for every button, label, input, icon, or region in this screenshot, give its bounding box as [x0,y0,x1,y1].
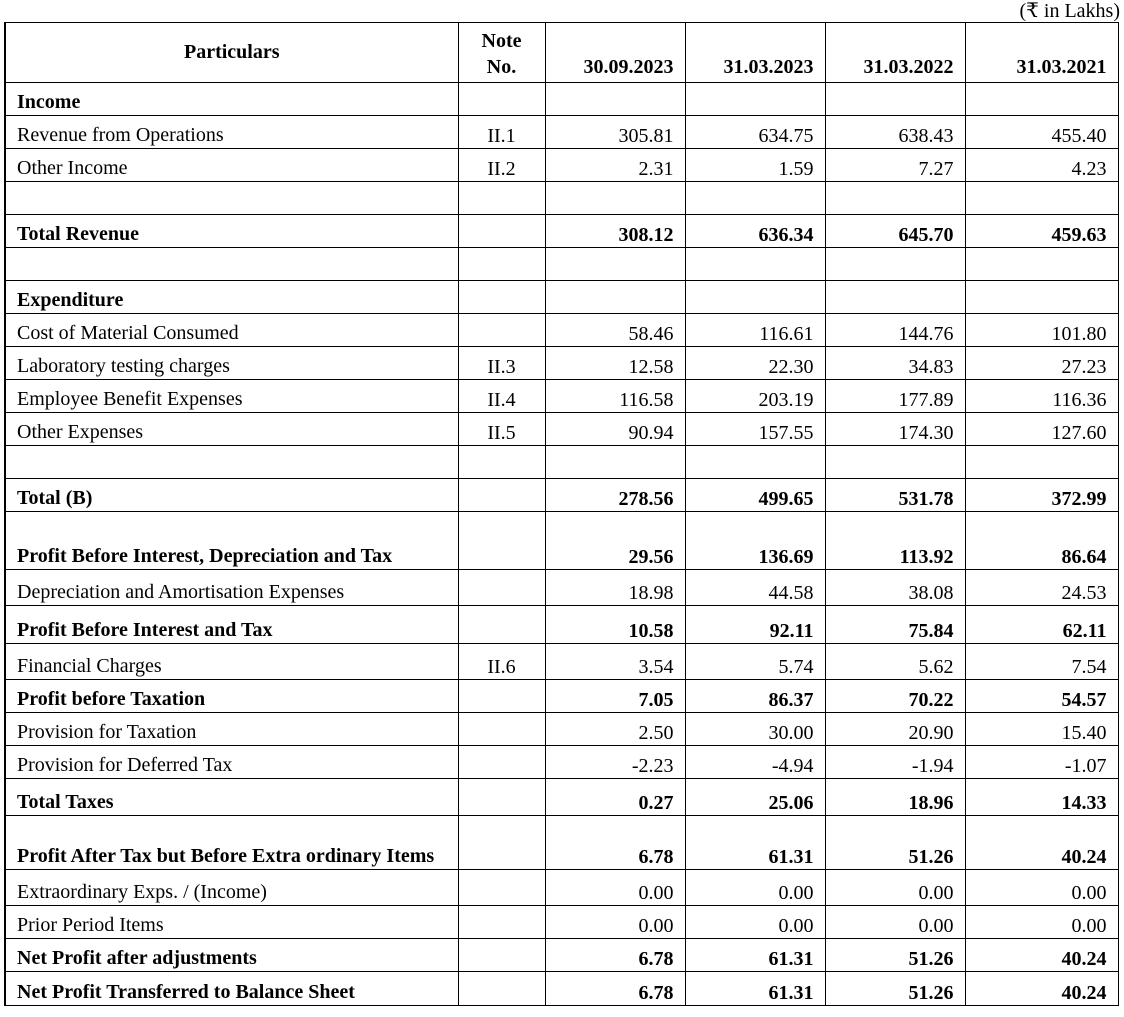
row-note [458,314,545,347]
table-row [5,644,1118,680]
table-row [5,182,1118,215]
row-value-3: 51.26 [825,939,965,972]
row-label: Prior Period Items [5,906,458,939]
table-row [5,972,1118,1006]
row-value-2: 44.58 [685,570,825,606]
row-note: II.1 [458,116,545,149]
row-value-3: 645.70 [825,215,965,248]
table-row [5,83,1118,116]
header-note-no: Note No. [458,23,545,83]
row-note [458,779,545,816]
row-value-1 [545,281,685,314]
row-value-2: 0.00 [685,906,825,939]
row-label: Provision for Taxation [5,713,458,746]
row-label: Income [5,83,458,116]
row-value-1: 3.54 [545,644,685,680]
row-value-3: 7.27 [825,149,965,182]
table-row [5,512,1118,570]
header-particulars: Particulars [5,23,458,83]
row-value-4: 4.23 [965,149,1118,182]
table-row [5,606,1118,644]
table-row [5,446,1118,479]
table-row [5,779,1118,816]
row-value-1: 116.58 [545,380,685,413]
row-value-4: 101.80 [965,314,1118,347]
row-value-2: 5.74 [685,644,825,680]
row-note: II.4 [458,380,545,413]
row-value-4: 27.23 [965,347,1118,380]
row-value-1: 305.81 [545,116,685,149]
table-row [5,149,1118,182]
table-row [5,314,1118,347]
row-value-1: 90.94 [545,413,685,446]
header-period-2: 31.03.2023 [685,23,825,83]
row-value-3: 0.00 [825,870,965,906]
row-note [458,606,545,644]
row-note [458,446,545,479]
row-value-1: 29.56 [545,512,685,570]
row-value-3: 5.62 [825,644,965,680]
row-value-4: 7.54 [965,644,1118,680]
row-label [5,182,458,215]
table-row [5,570,1118,606]
row-value-3: 20.90 [825,713,965,746]
row-label [5,446,458,479]
row-value-3: 51.26 [825,972,965,1006]
row-note [458,479,545,512]
row-value-4: 40.24 [965,816,1118,870]
row-value-2 [685,281,825,314]
table-row [5,413,1118,446]
table-row [5,870,1118,906]
row-note [458,182,545,215]
row-note [458,215,545,248]
row-label: Financial Charges [5,644,458,680]
row-value-2: 61.31 [685,816,825,870]
row-value-4: 40.24 [965,939,1118,972]
row-value-1: 0.27 [545,779,685,816]
table-row [5,479,1118,512]
row-note [458,816,545,870]
row-note [458,906,545,939]
row-label: Expenditure [5,281,458,314]
row-note [458,746,545,779]
row-value-3: 70.22 [825,680,965,713]
row-value-1: 12.58 [545,347,685,380]
table-row [5,939,1118,972]
row-value-4 [965,182,1118,215]
row-value-4 [965,281,1118,314]
row-label: Profit before Taxation [5,680,458,713]
row-value-2: 499.65 [685,479,825,512]
row-value-4: 372.99 [965,479,1118,512]
table-row [5,215,1118,248]
row-note [458,281,545,314]
table-row [5,380,1118,413]
row-value-4: -1.07 [965,746,1118,779]
row-value-3: 75.84 [825,606,965,644]
profit-loss-table [4,22,1119,1006]
row-value-3 [825,248,965,281]
row-note: II.3 [458,347,545,380]
row-value-2: 0.00 [685,870,825,906]
row-value-1 [545,446,685,479]
row-value-3 [825,281,965,314]
row-value-1: 58.46 [545,314,685,347]
row-value-3 [825,182,965,215]
header-period-3: 31.03.2022 [825,23,965,83]
table-row [5,713,1118,746]
row-value-4: 459.63 [965,215,1118,248]
row-value-4: 127.60 [965,413,1118,446]
row-label [5,248,458,281]
row-label: Cost of Material Consumed [5,314,458,347]
row-note [458,972,545,1006]
header-period-1: 30.09.2023 [545,23,685,83]
row-value-4: 24.53 [965,570,1118,606]
row-value-4: 455.40 [965,116,1118,149]
row-value-1 [545,83,685,116]
row-note [458,248,545,281]
row-note [458,713,545,746]
row-value-4: 0.00 [965,906,1118,939]
row-label: Total Taxes [5,779,458,816]
row-note [458,570,545,606]
row-value-4: 40.24 [965,972,1118,1006]
table-row [5,116,1118,149]
row-note [458,870,545,906]
row-note [458,939,545,972]
row-value-2: 61.31 [685,972,825,1006]
row-value-2: 116.61 [685,314,825,347]
row-value-3: 531.78 [825,479,965,512]
table-row [5,746,1118,779]
row-value-4: 86.64 [965,512,1118,570]
row-value-1: 10.58 [545,606,685,644]
row-note: II.2 [458,149,545,182]
row-value-4 [965,83,1118,116]
row-label: Depreciation and Amortisation Expenses [5,570,458,606]
row-value-1: 6.78 [545,972,685,1006]
row-label: Employee Benefit Expenses [5,380,458,413]
row-value-2: 203.19 [685,380,825,413]
row-value-2: 634.75 [685,116,825,149]
row-value-1: 2.50 [545,713,685,746]
row-label: Net Profit Transferred to Balance Sheet [5,972,458,1006]
row-label: Revenue from Operations [5,116,458,149]
row-value-3: 638.43 [825,116,965,149]
row-value-2: 157.55 [685,413,825,446]
row-label: Profit Before Interest and Tax [5,606,458,644]
table-row [5,816,1118,870]
row-label: Net Profit after adjustments [5,939,458,972]
row-value-3: 177.89 [825,380,965,413]
row-value-1: 278.56 [545,479,685,512]
row-note [458,512,545,570]
row-label: Total (B) [5,479,458,512]
row-value-1: 6.78 [545,939,685,972]
row-value-3: 34.83 [825,347,965,380]
row-value-3: -1.94 [825,746,965,779]
row-value-1: 18.98 [545,570,685,606]
table-row [5,281,1118,314]
row-value-3: 38.08 [825,570,965,606]
row-value-2 [685,248,825,281]
unit-note: (₹ in Lakhs) [1019,0,1120,22]
row-note [458,83,545,116]
row-value-2: 61.31 [685,939,825,972]
row-value-2: -4.94 [685,746,825,779]
row-label: Other Income [5,149,458,182]
row-value-3 [825,446,965,479]
row-value-2: 25.06 [685,779,825,816]
row-value-2: 22.30 [685,347,825,380]
table-row [5,248,1118,281]
row-value-4 [965,248,1118,281]
table-row [5,347,1118,380]
row-value-3: 0.00 [825,906,965,939]
row-value-1: 6.78 [545,816,685,870]
row-value-2: 636.34 [685,215,825,248]
row-value-4: 116.36 [965,380,1118,413]
row-value-1: 2.31 [545,149,685,182]
row-label: Other Expenses [5,413,458,446]
row-value-1 [545,248,685,281]
row-label: Total Revenue [5,215,458,248]
row-value-4: 14.33 [965,779,1118,816]
row-label: Profit After Tax but Before Extra ordinary Items [5,816,458,870]
row-value-3: 18.96 [825,779,965,816]
row-value-2: 136.69 [685,512,825,570]
row-value-4: 15.40 [965,713,1118,746]
row-value-2: 30.00 [685,713,825,746]
header-period-4: 31.03.2021 [965,23,1118,83]
row-value-4 [965,446,1118,479]
row-label: Laboratory testing charges [5,347,458,380]
row-value-2 [685,446,825,479]
row-value-3: 174.30 [825,413,965,446]
row-value-1: 7.05 [545,680,685,713]
row-value-3: 51.26 [825,816,965,870]
table-row [5,906,1118,939]
row-value-2: 1.59 [685,149,825,182]
row-value-2: 86.37 [685,680,825,713]
row-value-1: -2.23 [545,746,685,779]
row-value-2 [685,182,825,215]
row-value-4: 54.57 [965,680,1118,713]
row-value-3 [825,83,965,116]
row-note [458,680,545,713]
table-row [5,680,1118,713]
row-value-4: 62.11 [965,606,1118,644]
row-label: Profit Before Interest, Depreciation and Tax [5,512,458,570]
row-note: II.5 [458,413,545,446]
row-label: Provision for Deferred Tax [5,746,458,779]
row-value-3: 113.92 [825,512,965,570]
row-value-1: 0.00 [545,870,685,906]
table-header-row [5,23,1118,83]
row-value-4: 0.00 [965,870,1118,906]
row-value-2 [685,83,825,116]
row-label: Extraordinary Exps. / (Income) [5,870,458,906]
row-value-1 [545,182,685,215]
row-value-3: 144.76 [825,314,965,347]
row-value-1: 0.00 [545,906,685,939]
row-value-2: 92.11 [685,606,825,644]
row-value-1: 308.12 [545,215,685,248]
row-note: II.6 [458,644,545,680]
